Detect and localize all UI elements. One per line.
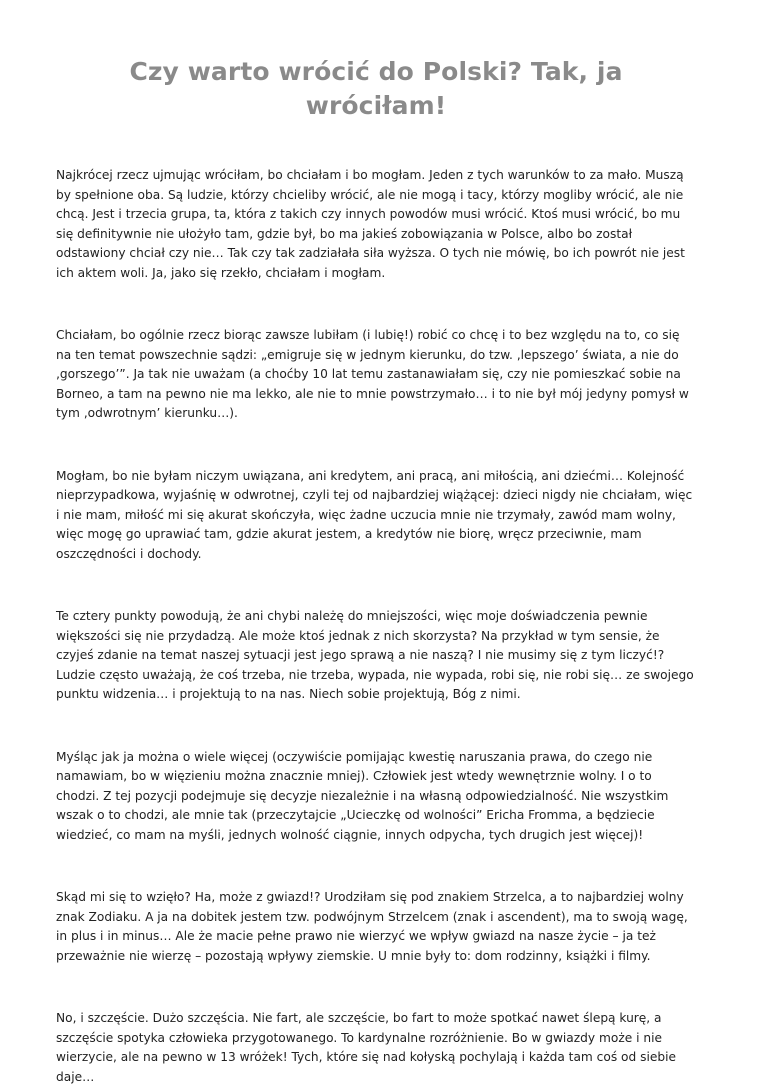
paragraph-7: No, i szczęście. Dużo szczęścia. Nie fart, ale szczęście, bo fart to może spotkać nawet ślepą kurę, a szczęście spotyka człowieka przygotowanego. To kardynalne rozróżnienie. Bo w gwiazdy może i nie wierzycie, ale na pewno w 13 wróżek! Tych, które się nad kołyską pochylają i każda tam coś od siebie daje…	[56, 1011, 676, 1084]
paragraph-5: Myśląc jak ja można o wiele więcej (oczywiście pomijając kwestię naruszania prawa, do czego nie namawiam, bo w więzieniu można znacznie mniej). Człowiek jest wtedy wewnętrznie wolny. I o to chodzi. Z tej pozycji podejmuje się decyzje niezależnie i na własną odpowiedzialność. Nie wszystkim wszak o to chodzi, ale mnie tak (przeczytajcie „Ucieczkę od wolności” Ericha Fromma, a będziecie wiedzieć, co mam na myśli, jednych wolność ciągnie, innych odpycha, tych drugich jest więcej)!	[56, 749, 669, 842]
paragraph-3: Mogłam, bo nie byłam niczym uwiązana, ani kredytem, ani pracą, ani miłością, ani dziećmi… Kolejność nieprzypadkowa, wyjaśnię w odwrotnej, czyli tej od najbardziej wiążącej: dzieci nigdy nie chciałam, więc i nie mam, miłość mi się akurat skończyła, więc żadne uczucia mnie nie trzymały, zawód mam wolny, więc mogę go uprawiać tam, gdzie akurat jestem, a kredytów nie biorę, wręcz przeciwnie, mam oszczędności i dochody.	[56, 468, 693, 561]
paragraph-1: Najkrócej rzecz ujmując wróciłam, bo chciałam i bo mogłam. Jeden z tych warunków to za mało. Muszą by spełnione oba. Są ludzie, którzy chcieliby wrócić, ale nie mogą i tacy, którzy mogliby wrócić, ale nie chcą. Jest i trzecia grupa, ta, która z takich czy innych powodów musi wrócić. Ktoś musi wrócić, bo mu się definitywnie nie ułożyło tam, gdzie był, bo ma jakieś zobowiązania w Polsce, albo bo został odstawiony chciał czy nie… Tak czy tak zadziałała siła wyższa. O tych nie mówię, bo ich powrót nie jest ich aktem woli. Ja, jako się rzekło, chciałam i mogłam.	[56, 168, 685, 280]
page-title: Czy warto wrócić do Polski? Tak, ja wróciłam!	[129, 57, 623, 120]
paragraph-4: Te cztery punkty powodują, że ani chybi należę do mniejszości, więc moje doświadczenia pewnie większości się nie przydadzą. Ale może ktoś jednak z nich skorzysta? Na przykład w tym sensie, że czyjeś zdanie na temat naszej sytuacji jest jego sprawą a nie naszą? I nie musimy się z tym liczyć!? Ludzie często uważają, że coś trzeba, nie trzeba, wypada, nie wypada, robi się, nie robi się… ze swojego punktu widzenia… i projektują to na nas. Niech sobie projektują, Bóg z nimi.	[56, 609, 694, 701]
paragraph-2: Chciałam, bo ogólnie rzecz biorąc zawsze lubiłam (i lubię!) robić co chcę i to bez względu na to, co się na ten temat powszechnie sądzi: „emigruje się w jednym kierunku, do tzw. ‚lepszego’ świata, a nie do ‚gorszego’”. Ja tak nie uważam (a choćby 10 lat temu zastanawiałam się, czy nie pomieszkać sobie na Borneo, a tam na pewno nie ma lekko, ale nie to mnie powstrzymało… i to nie był mój jedyny pomysł w tym ‚odwrotnym’ kierunku…).	[56, 328, 689, 420]
paragraph-6: Skąd mi się to wzięło? Ha, może z gwiazd!? Urodziłam się pod znakiem Strzelca, a to najbardziej wolny znak Zodiaku. A ja na dobitek jestem tzw. podwójnym Strzelcem (znak i ascendent), ma to swoją wagę, in plus i in minus… Ale że macie pełne prawo nie wierzyć we wpływ gwiazd na nasze życie – ja też przeważnie nie wierzę – pozostają wpływy ziemskie. U mnie były to: dom rodzinny, książki i filmy.	[56, 890, 688, 963]
article-body	[56, 166, 696, 1087]
